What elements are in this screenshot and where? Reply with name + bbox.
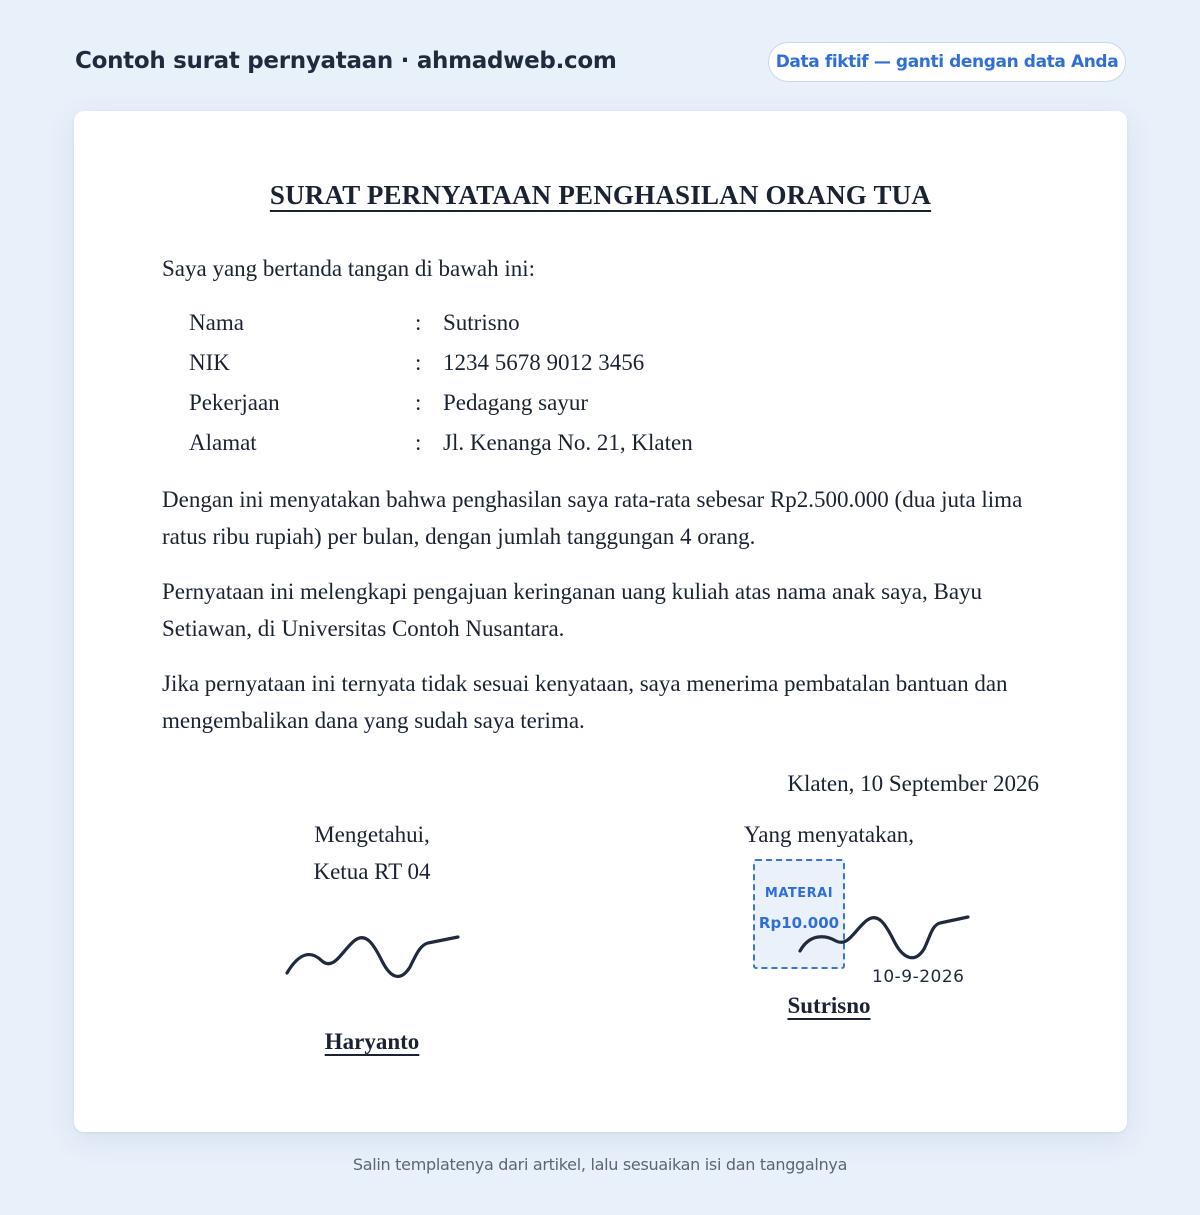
field-row-nama — [189, 310, 889, 350]
field-value: Sutrisno — [443, 310, 520, 335]
letter-title: SURAT PERNYATAAN PENGHASILAN ORANG TUA — [269, 180, 932, 210]
right-signature-scribble — [792, 903, 974, 969]
left-signatory-line2: Ketua RT 04 — [313, 859, 431, 884]
paragraph-purpose: Pernyataan ini melengkapi pengajuan keringanan uang kuliah atas nama anak saya, Bayu Setiawan, di Universitas Contoh Nusantara. — [162, 579, 983, 641]
paragraph-income: Dengan ini menyatakan bahwa penghasilan saya rata-rata sebesar Rp2.500.000 (dua juta lima ratus ribu rupiah) per bulan, dengan jumlah tanggungan 4 orang. — [162, 487, 1023, 549]
footer-note: Salin templatenya dari artikel, lalu sesuaikan isi dan tanggalnya — [352, 1155, 848, 1174]
field-row-alamat — [189, 430, 889, 470]
right-signatory-name: Sutrisno — [787, 993, 871, 1018]
letter-document — [74, 111, 1127, 1132]
stamp-value: Rp10.000 — [758, 914, 840, 932]
field-row-nik — [189, 350, 889, 390]
field-colon: : — [415, 430, 422, 455]
field-label: Pekerjaan — [189, 390, 280, 415]
left-signatory-name: Haryanto — [324, 1029, 420, 1054]
right-signatory-line1: Yang menyatakan, — [743, 822, 915, 847]
place-date: Klaten, 10 September 2026 — [787, 771, 1039, 796]
field-colon: : — [415, 390, 422, 415]
field-label: Alamat — [189, 430, 257, 455]
field-label: Nama — [189, 310, 244, 335]
letter-intro: Saya yang bertanda tangan di bawah ini: — [162, 256, 535, 281]
page-title: Contoh surat pernyataan · ahmadweb.com — [75, 48, 617, 74]
field-value: Jl. Kenanga No. 21, Klaten — [443, 430, 693, 455]
paragraph-consequence: Jika pernyataan ini ternyata tidak sesuai kenyataan, saya menerima pembatalan bantuan dan mengembalikan dana yang sudah saya terima. — [162, 671, 1008, 733]
disclaimer-badge: Data fiktif — ganti dengan data Anda — [768, 42, 1126, 82]
field-value: 1234 5678 9012 3456 — [443, 350, 645, 375]
field-row-pekerjaan — [189, 390, 889, 430]
left-signature-scribble — [282, 923, 464, 985]
field-colon: : — [415, 310, 422, 335]
field-colon: : — [415, 350, 422, 375]
left-signatory-line1: Mengetahui, — [314, 822, 430, 847]
identity-fields — [189, 310, 889, 470]
field-label: NIK — [189, 350, 230, 375]
left-signature-block — [272, 816, 472, 890]
field-value: Pedagang sayur — [443, 390, 588, 415]
stamp-label: MATERAI — [764, 886, 834, 901]
signature-date: 10-9-2026 — [872, 967, 965, 987]
